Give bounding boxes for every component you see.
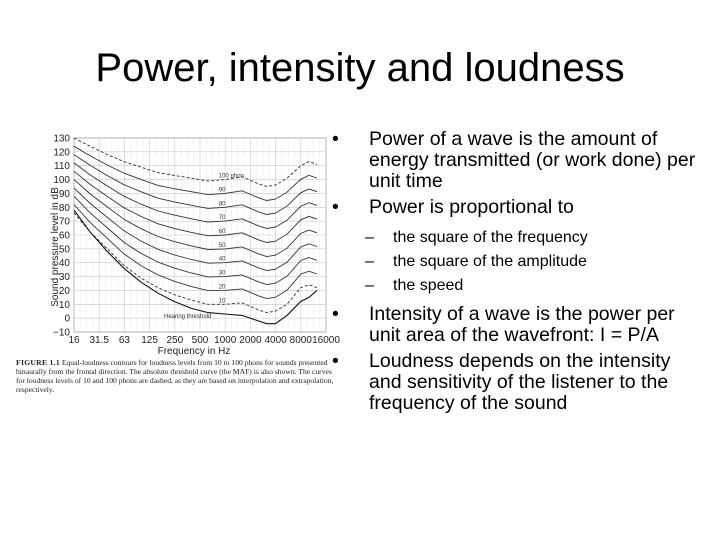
y-tick-label: 100 [53,175,70,187]
hearing-threshold-label: Hearing threshold [164,314,212,320]
loudness-curve-label: 40 [218,256,226,263]
sub-bullet-amplitude: – the square of the amplitude [365,250,702,274]
equal-loudness-chart [14,132,340,362]
x-tick-label: 2000 [239,335,262,346]
loudness-curve-label: 90 [218,187,226,194]
hearing-threshold-curve [74,210,317,324]
y-tick-label: −10 [53,327,70,339]
y-tick-label: 130 [53,133,70,145]
loudness-curve [74,155,317,215]
y-tick-label: 110 [54,161,70,173]
bullet-loudness-text: Loudness depends on the intensity and sensitivity of the listener to the frequency of the sound [369,350,671,414]
y-tick-label: 10 [58,299,70,311]
x-tick-label: 16000 [312,335,340,346]
loudness-curve [74,205,317,299]
x-axis-label: Frequency in Hz [157,346,231,357]
x-tick-label: 500 [191,335,209,346]
bullet-intensity [332,304,702,346]
x-tick-label: 1000 [214,335,237,346]
loudness-curve [74,138,317,187]
loudness-curve [74,188,317,271]
figure-caption-label: FIGURE 1.1 [16,358,60,367]
y-tick-label: 40 [58,258,70,270]
y-axis-label: Sound pressure level in dB [50,187,61,307]
loudness-curve [74,180,317,257]
figure-caption [16,358,334,394]
loudness-curve-label: 80 [218,201,226,208]
bullet-loudness [332,351,702,414]
loudness-curve-label: 60 [218,229,226,235]
figure-caption-text: Equal-loudness contours for loudness levels from 10 to 100 phons for sounds presented binaurally from the frontal direction. The absolute threshold curve (the MAF) is also shown. The curves for loudness levels of 10 and 100 phons are dashed, as they are based on interpolation and extrapolation, respectively. [16,358,334,394]
y-tick-label: 80 [58,202,70,214]
y-tick-label: 30 [58,272,70,284]
loudness-curve-label: 100 phon [218,173,244,180]
y-tick-label: 0 [64,313,70,325]
bullet-proportional [332,197,702,298]
x-tick-label: 4000 [264,335,287,346]
bullet-proportional-text: Power is proportional to [369,196,574,218]
sub-bullet-frequency: – the square of the frequency [365,226,702,250]
loudness-curve-label: 20 [218,284,226,291]
bullet-power [332,129,702,192]
loudness-curve-label: 30 [218,270,226,277]
y-tick-label: 90 [58,188,70,200]
slide-title: Power, intensity and loudness [95,46,625,90]
loudness-curve [74,146,317,200]
loudness-curve-label: 50 [218,242,226,249]
bullet-list [332,129,702,419]
x-tick-label: 250 [166,335,184,346]
x-tick-label: 8000 [289,335,312,346]
y-tick-label: 120 [53,147,70,159]
bullet-power-text: Power of a wave is the amount of energy transmitted (or work done) per unit time [369,128,696,192]
x-tick-label: 63 [118,335,130,346]
bullet-intensity-text: Intensity of a wave is the power per unit area of the wavefront: I = P/A [369,303,675,346]
loudness-curve-label: 70 [218,215,226,222]
x-tick-label: 31.5 [89,335,109,346]
equal-loudness-figure [14,132,340,402]
loudness-curve-label: 10 [218,298,226,305]
sub-bullet-speed: – the speed [365,274,702,298]
proportional-sub-list [369,226,702,298]
y-tick-label: 70 [58,216,70,228]
y-tick-label: 20 [58,285,70,297]
x-tick-label: 125 [141,335,158,346]
y-tick-label: 60 [58,230,70,242]
x-tick-label: 16 [68,335,80,346]
y-tick-label: 50 [58,244,70,256]
